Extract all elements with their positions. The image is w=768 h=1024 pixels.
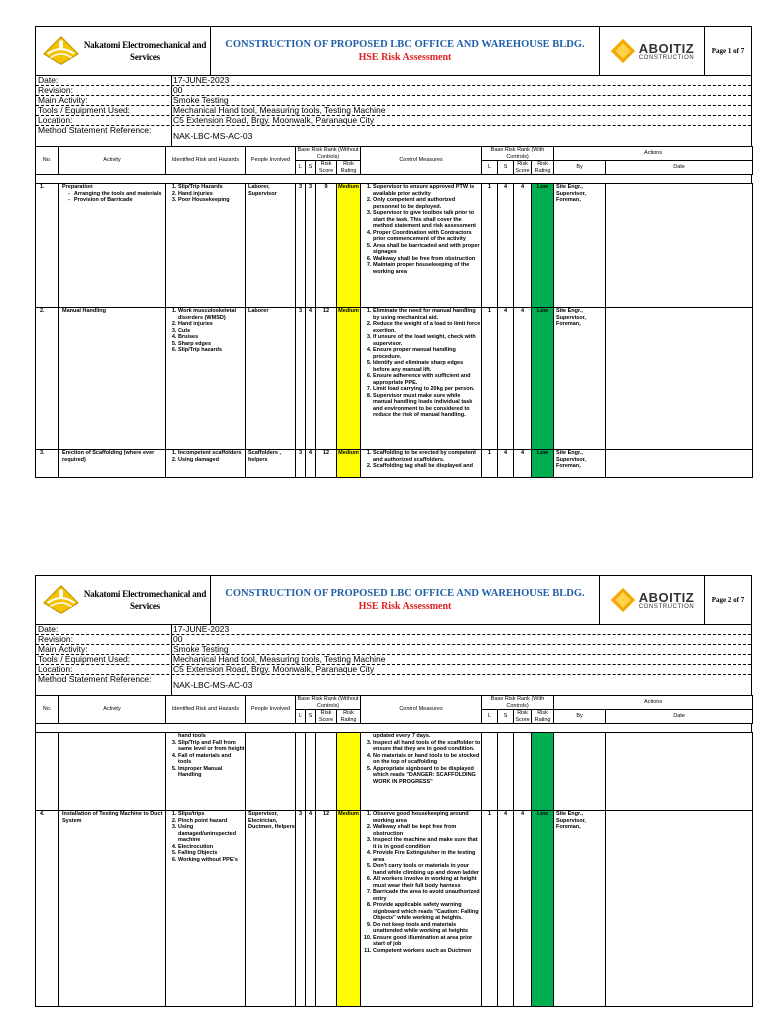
row-rl: 1 [482,811,498,1007]
row-activity [59,733,166,811]
info-value: Smoke Testing [173,96,229,105]
spacer [35,724,752,732]
row-rating [337,733,361,811]
company-name: Nakatomi Electromechanical and Services [83,40,207,62]
activity-bullet: - Provision of Barricade [76,197,165,204]
list-item: 3. Supervisor to give toolbox talk prior to start the task. This shall cover the method statement and risk assessment [373,210,481,230]
list-item: 1. Observe good housekeeping around working area [373,811,481,824]
activity-text: Installation of Testing Machine to Duct System [62,811,163,824]
row-date [606,184,753,308]
row-people: Laborer, Supervisor [246,184,296,308]
list-item: 4. Bruises [178,334,245,341]
row-rs: 4 [498,450,514,478]
list-item: 3. Poor Housekeeping [178,197,245,204]
col-rscore: Risk Score [515,161,530,174]
list-item: 3. Inspect the machine and make sure that it is in good condition [373,837,481,850]
info-label: Method Statement Reference: [36,126,172,146]
row-hazards [166,811,246,1007]
control-continued: updated every 7 days. [373,733,431,739]
info-label: Main Activity: [36,96,172,105]
row-rrating: Low [532,811,554,1007]
list-item: 2. Reduce the weight of a load to limit force exertion. [373,321,481,334]
page-number: Page 2 of 7 [704,576,751,624]
list-item: 2. Using damaged [178,457,245,464]
row-no: 3. [36,450,59,478]
list-item: 10. Ensure good illumination at area prior start of job [373,935,481,948]
list-item: 5. Don't carry tools or materials in your hand while climbing up and down ladder [373,863,481,876]
info-value: C5 Extension Road, Brgy. Moonwalk, Paranaque City [173,116,375,125]
list-item: 4. Fall of materials and tools [178,753,245,766]
info-value: 00 [173,635,183,644]
list-item: 1. Eliminate the need for manual handling by using mechanical aid. [373,308,481,321]
list-item: 5. Area shall be barricaded and with proper signages [373,243,481,256]
info-block [35,625,752,695]
col-controls: Control Measures [361,147,482,175]
col-rating: Risk Rating [337,710,361,724]
row-rs: 4 [498,811,514,1007]
aboitiz-logo-icon [610,587,636,613]
info-value: NAK-LBC-MS-AC-03 [173,679,253,690]
page-number: Page 1 of 7 [704,27,751,75]
col-hazards: Identified Risk and Hazards [166,696,246,724]
row-no: 4. [36,811,59,1007]
row-activity [59,450,166,478]
col-rscore: Risk Score [515,710,530,723]
company-name: Nakatomi Electromechanical and Services [83,589,207,611]
list-item: 3. Using damaged/uninspected machine [178,824,245,844]
company-block [36,27,211,75]
hazard-continued: hand tools [178,733,206,739]
row-rs: 4 [498,308,514,450]
info-label: Method Statement Reference: [36,675,172,695]
info-block [35,76,752,146]
row-hazards [166,733,246,811]
list-item: 2. Scaffolding tag shall be displayed and [373,463,481,470]
row-date [606,450,753,478]
col-s: S [306,161,316,175]
info-value: 00 [173,86,183,95]
info-value: Smoke Testing [173,645,229,654]
row-date [606,308,753,450]
col-l: L [296,161,306,175]
col-people: People Involved [246,696,296,724]
row-by: Site Engr., Supervisor, Foreman, [554,184,606,308]
col-rrating: Risk Rating [532,161,554,175]
activity-text: Erection of Scaffolding (where ever required) [62,450,155,463]
col-by: By [554,161,606,175]
col-base-rank: Base Risk Rank (Without Controls) [297,696,359,709]
document-page [35,575,752,1007]
table-row [36,308,753,450]
row-score: 9 [316,184,337,308]
info-row [36,86,751,96]
row-rscore: 4 [514,308,532,450]
client-sub: CONSTRUCTION [638,603,695,610]
row-l: 3 [296,184,306,308]
info-label: Location: [36,116,172,125]
client-wordmark: ABOITIZ [638,40,695,56]
document-type: HSE Risk Assessment [358,51,452,63]
info-row [36,625,751,635]
row-rscore: 4 [514,450,532,478]
row-controls [361,811,482,1007]
row-rscore: 4 [514,184,532,308]
row-score [316,733,337,811]
list-item: 3. Slip/Trip and Fall from same level or from height [178,740,245,753]
activity-text: Preparation [62,184,93,190]
row-rrating: Low [532,450,554,478]
risk-table-header [35,146,753,175]
project-title: CONSTRUCTION OF PROPOSED LBC OFFICE AND WAREHOUSE BLDG. [225,38,585,50]
col-actions: Actions [554,696,753,710]
info-value: C5 Extension Road, Brgy. Moonwalk, Paranaque City [173,665,375,674]
col-activity: Activity [59,696,166,724]
list-item: 1. Work musculoskeletal disorders (WMSD) [178,308,245,321]
col-l: L [296,710,306,724]
row-l: 3 [296,308,306,450]
col-activity: Activity [59,147,166,175]
row-rscore [514,733,532,811]
info-label: Revision: [36,635,172,644]
row-no: 1. [36,184,59,308]
info-label: Tools / Equipment Used: [36,106,172,115]
info-row [36,126,751,146]
client-logo [599,576,704,624]
list-item: 3. If unsure of the load weight, check with supervisor. [373,334,481,347]
spacer [35,175,752,183]
row-controls [361,733,482,811]
row-hazards [166,450,246,478]
client-sub: CONSTRUCTION [638,54,695,61]
info-row [36,645,751,655]
row-s: 4 [306,308,316,450]
list-item: 5. Falling Objects [178,850,245,857]
document-type: HSE Risk Assessment [358,600,452,612]
col-rs: S [498,161,514,175]
row-rs: 4 [498,184,514,308]
list-item: 3. Inspect all hand tools of the scaffolder to ensure that they are in good condition. [373,740,481,753]
col-rating: Risk Rating [337,161,361,175]
col-s: S [306,710,316,724]
list-item: 5. Sharp edges [178,341,245,348]
col-no: No. [36,696,59,724]
col-score: Risk Score [316,710,337,724]
row-hazards [166,308,246,450]
list-item: 7. Limit load carrying to 20kg per person. [373,386,481,393]
row-l: 3 [296,450,306,478]
col-actions: Actions [554,147,753,161]
col-residual-rank: Base Risk Rank (With Controls) [482,147,554,161]
title-block [211,27,599,75]
list-item: 9. Do not keep tools and materials unattended while working at heights [373,922,481,935]
list-item: 7. Maintain proper housekeeping of the working area [373,262,481,275]
row-l: 3 [296,811,306,1007]
col-date: Date [606,710,753,724]
col-rs: S [498,710,514,724]
project-title: CONSTRUCTION OF PROPOSED LBC OFFICE AND WAREHOUSE BLDG. [225,587,585,599]
list-item: 1. Slip/Trip Hazards [178,184,245,191]
info-value: Mechanical Hand tool, Measuring tools, Testing Machine [173,106,386,115]
row-rating: Medium [337,450,361,478]
table-row [36,811,753,1007]
col-rl: L [482,710,498,724]
row-controls [361,308,482,450]
row-people [246,733,296,811]
row-no: 2. [36,308,59,450]
list-item: 4. Proper Coordination with Contractors prior commencement of the activity [373,230,481,243]
list-item: 4. No materials or hand tools to be stocked on the top of scaffolding [373,753,481,766]
row-rl: 1 [482,450,498,478]
row-rl: 1 [482,308,498,450]
row-rl [482,733,498,811]
col-score: Risk Score [316,161,337,175]
col-people: People Involved [246,147,296,175]
table-row [36,733,753,811]
row-by: Site Engr., Supervisor, Foreman, [554,450,606,478]
row-by [554,733,606,811]
info-row [36,116,751,126]
row-rating: Medium [337,184,361,308]
list-item: 6. Walkway shall be free from obstruction [373,256,481,263]
info-row [36,655,751,665]
list-item: 11. Competent workers such as Ductmen [373,948,481,955]
row-people: Supervisor, Electrician, Ductmen, Helpers [246,811,296,1007]
list-item: 1. Slips/trips [178,811,245,818]
table-row [36,450,753,478]
list-item: 1. Incompetent scaffolders [178,450,245,457]
list-item: 7. Barricade the area to avoid unauthorized entry [373,889,481,902]
row-controls [361,450,482,478]
list-item: 8. Provide applicable safety warning signboard which reads "Caution: Falling Objects" while working at heights. [373,902,481,922]
list-item: 4. Ensure proper manual handling procedure. [373,347,481,360]
row-rating: Medium [337,308,361,450]
list-item: 8. Supervisor must make sure while manual handling loads individual task and environment to be considered to reduce the risk of manual handling. [373,393,481,419]
info-row [36,675,751,695]
list-item: 6. Slip/Trip hazards [178,347,245,354]
list-item: 1. Scaffolding to be erected by competent and authorized scaffolders. [373,450,481,463]
col-date: Date [606,161,753,175]
list-item: 2. Hand injuries [178,321,245,328]
row-people: Scaffolders , helpers [246,450,296,478]
row-by: Site Engr., Supervisor, Foreman, [554,811,606,1007]
info-row [36,635,751,645]
list-item: 4. Provide Fire Extinguisher in the testing area [373,850,481,863]
row-rrating: Low [532,308,554,450]
list-item: 2. Only competent and authorized personnel to be deployed. [373,197,481,210]
list-item: 6. Working without PPE's [178,857,245,864]
list-item: 5. Improper Manual Handling [178,766,245,779]
info-row [36,76,751,86]
info-value: 17-JUNE-2023 [173,76,230,85]
row-date [606,733,753,811]
row-s: 4 [306,450,316,478]
list-item: 2. Hand injuries [178,191,245,198]
company-logo-icon [42,34,80,68]
list-item: 3. Cuts [178,328,245,335]
table-row [36,184,753,308]
info-value: Mechanical Hand tool, Measuring tools, Testing Machine [173,655,386,664]
col-rl: L [482,161,498,175]
list-item: 1. Supervisor to ensure approved PTW is available prior activity [373,184,481,197]
row-score: 12 [316,811,337,1007]
row-activity [59,811,166,1007]
risk-table-header [35,695,753,724]
row-date [606,811,753,1007]
row-s [306,733,316,811]
row-controls [361,184,482,308]
row-activity [59,308,166,450]
list-item: 5. Appropriate signboard to be displayed which reads "DANGER: SCAFFOLDING WORK IN PROGRESS" [373,766,481,786]
row-rs [498,733,514,811]
page-header [35,575,752,625]
list-item: 2. Walkway shall be kept free from obstruction [373,824,481,837]
info-label: Location: [36,665,172,674]
page-header [35,26,752,76]
info-row [36,665,751,675]
list-item: 6. Ensure adherence with sufficient and appropriate PPE. [373,373,481,386]
list-item: 5. Identify and eliminate sharp edges before any manual lift. [373,360,481,373]
row-rscore: 4 [514,811,532,1007]
row-hazards [166,184,246,308]
col-no: No. [36,147,59,175]
row-score: 12 [316,450,337,478]
info-label: Revision: [36,86,172,95]
row-by: Site Engr., Supervisor, Foreman, [554,308,606,450]
info-row [36,96,751,106]
info-label: Main Activity: [36,645,172,654]
row-activity [59,184,166,308]
col-controls: Control Measures [361,696,482,724]
info-label: Tools / Equipment Used: [36,655,172,664]
row-s: 4 [306,811,316,1007]
document-page [35,26,752,478]
col-base-rank: Base Risk Rank (Without Controls) [297,147,359,160]
activity-text: Manual Handling [62,308,106,314]
risk-table [35,732,753,1007]
info-value: 17-JUNE-2023 [173,625,230,634]
row-l [296,733,306,811]
list-item: 6. All workers involve in working at height must wear their full body harness [373,876,481,889]
title-block [211,576,599,624]
activity-bullet: - Arranging the tools and materials [76,191,165,198]
list-item: 2. Pinch point hazard [178,818,245,825]
row-rl: 1 [482,184,498,308]
row-score: 12 [316,308,337,450]
col-residual-rank: Base Risk Rank (With Controls) [482,696,554,710]
info-label: Date: [36,625,172,634]
info-row [36,106,751,116]
aboitiz-logo-icon [610,38,636,64]
company-logo-icon [42,583,80,617]
row-people: Laborer [246,308,296,450]
client-wordmark: ABOITIZ [638,589,695,605]
row-rrating [532,733,554,811]
row-s: 3 [306,184,316,308]
col-hazards: Identified Risk and Hazards [166,147,246,175]
col-rrating: Risk Rating [532,710,554,724]
info-label: Date: [36,76,172,85]
list-item: 4. Electrocution [178,844,245,851]
col-by: By [554,710,606,724]
risk-table [35,183,753,478]
row-no [36,733,59,811]
row-rrating: Low [532,184,554,308]
company-block [36,576,211,624]
row-rating: Medium [337,811,361,1007]
client-logo [599,27,704,75]
info-value: NAK-LBC-MS-AC-03 [173,130,253,141]
